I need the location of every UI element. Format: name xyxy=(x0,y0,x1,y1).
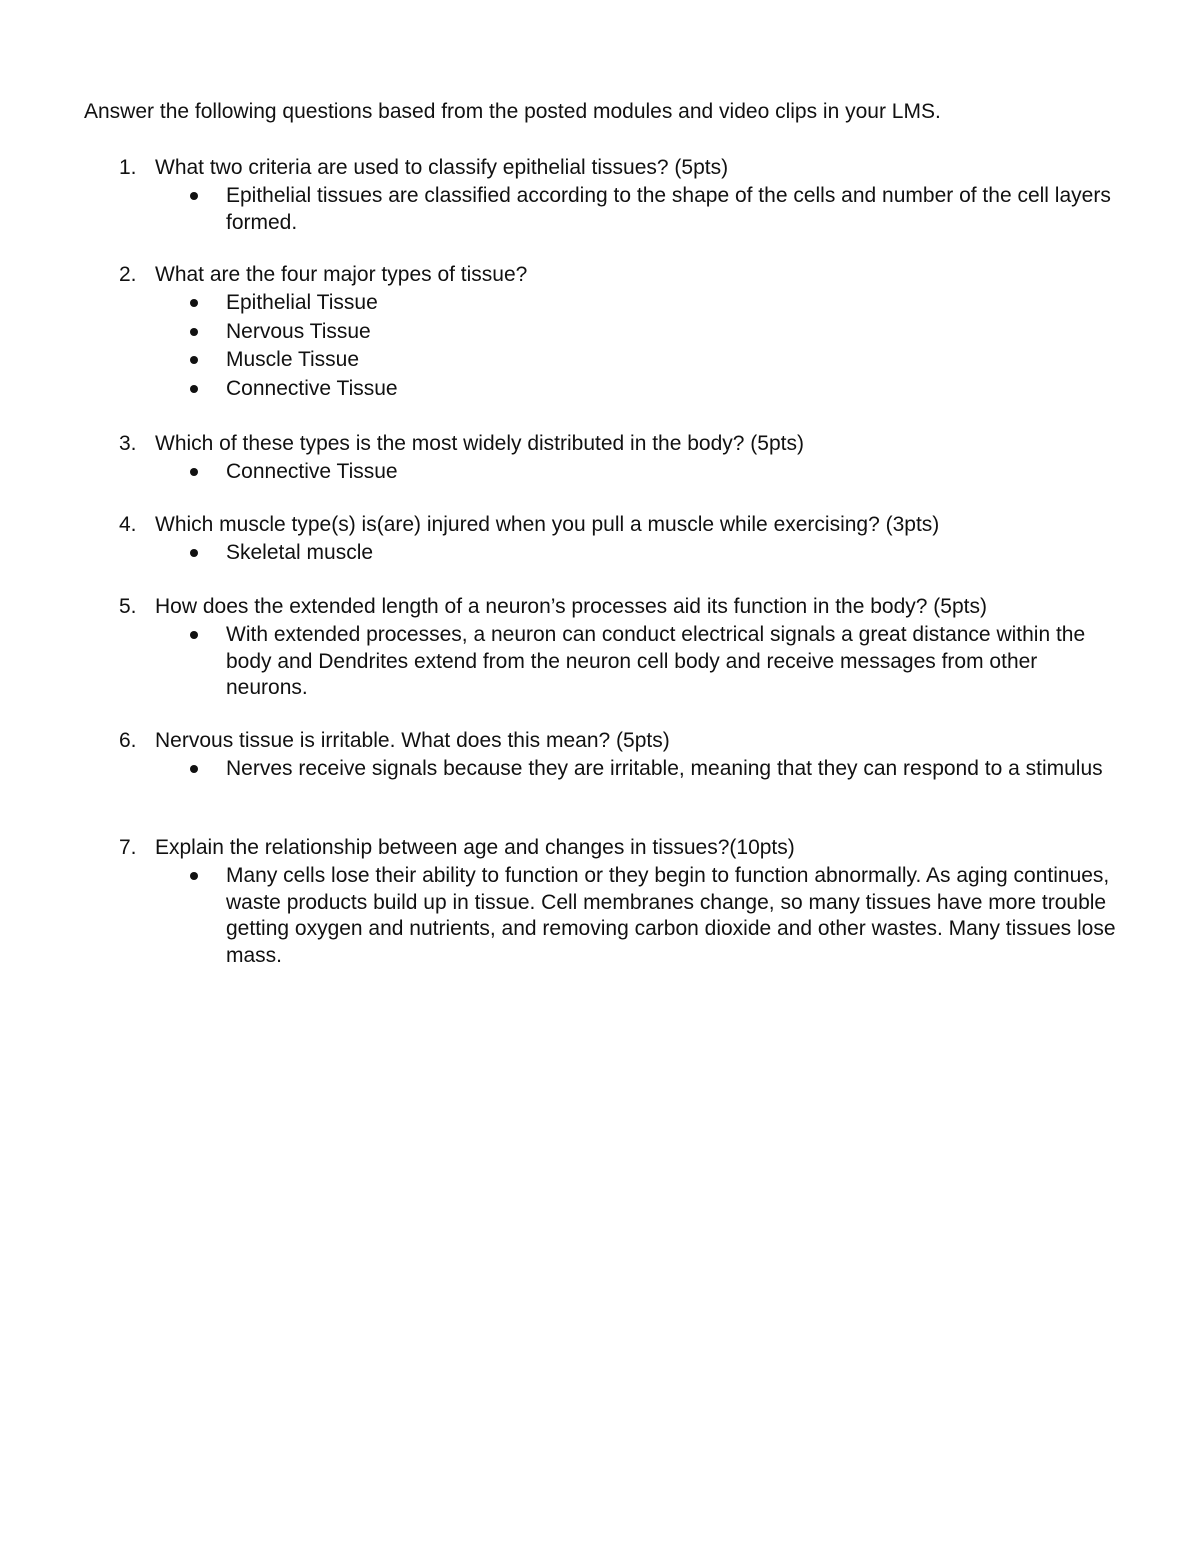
answer-text: Connective Tissue xyxy=(226,376,398,400)
bullet-icon xyxy=(190,468,198,476)
bullet-icon xyxy=(190,385,198,393)
answer-item xyxy=(0,540,1200,567)
answer-item xyxy=(0,290,1200,319)
instructions-text: Answer the following questions based from the posted modules and video clips in your LMS. xyxy=(84,100,941,123)
answer-text: Muscle Tissue xyxy=(226,348,360,371)
answer-item xyxy=(0,347,1200,376)
answer-list xyxy=(0,622,1200,702)
question-text: Which of these types is the most widely distributed in the body? (5pts) xyxy=(155,432,804,455)
bullet-icon xyxy=(190,192,198,200)
question-number: 1. xyxy=(119,156,137,179)
answer-item xyxy=(0,376,1200,405)
answer-list xyxy=(0,183,1200,236)
answer-item xyxy=(0,756,1200,783)
question-number: 4. xyxy=(119,513,137,536)
question-text: What two criteria are used to classify epithelial tissues? (5pts) xyxy=(155,156,729,179)
answer-item xyxy=(0,319,1200,348)
question-text: Which muscle type(s) is(are) injured when you pull a muscle while exercising? (3pts) xyxy=(155,513,940,536)
bullet-icon xyxy=(190,872,198,880)
answer-text: Epithelial Tissue xyxy=(226,291,378,314)
answer-item xyxy=(0,622,1200,702)
bullet-icon xyxy=(190,631,198,639)
question-text: Explain the relationship between age and changes in tissues?(10pts) xyxy=(155,836,795,859)
answer-text: Many cells lose their ability to function or they begin to function abnormally. As aging continues, waste products build up in tissue. Cell membranes change, so many tissues have more trouble getting oxygen and nutrients, and removing carbon dioxide and other wastes. Many tissues lose mass. xyxy=(226,864,1116,967)
question-number: 2. xyxy=(119,263,137,286)
question-number: 3. xyxy=(119,432,137,455)
answer-item xyxy=(0,459,1200,486)
answer-list xyxy=(0,863,1200,969)
bullet-icon xyxy=(190,356,198,364)
bullet-icon xyxy=(190,765,198,773)
answer-text: Nerves receive signals because they are irritable, meaning that they can respond to a stimulus xyxy=(226,757,1103,780)
bullet-icon xyxy=(190,328,198,336)
answer-text: Skeletal muscle xyxy=(226,541,374,564)
answer-text: Connective Tissue xyxy=(226,460,398,483)
answer-list xyxy=(0,290,1200,404)
answer-text: With extended processes, a neuron can conduct electrical signals a great distance within the body and Dendrites extend from the neuron cell body and receive messages from other neurons. xyxy=(226,623,1086,699)
question-number: 5. xyxy=(119,595,137,618)
answer-list xyxy=(0,459,1200,486)
question-text: How does the extended length of a neuron’s processes aid its function in the body? (5pts) xyxy=(155,595,987,618)
answer-list xyxy=(0,756,1200,783)
answer-text: Epithelial tissues are classified according to the shape of the cells and number of the cell layers formed. xyxy=(226,184,1111,234)
answer-text: Nervous Tissue xyxy=(226,319,371,343)
answer-item xyxy=(0,183,1200,236)
question-number: 6. xyxy=(119,729,137,752)
question-number: 7. xyxy=(119,836,137,859)
answer-list xyxy=(0,540,1200,567)
answer-item xyxy=(0,863,1200,969)
bullet-icon xyxy=(190,299,198,307)
bullet-icon xyxy=(190,549,198,557)
question-text: What are the four major types of tissue? xyxy=(155,263,528,286)
question-text: Nervous tissue is irritable. What does this mean? (5pts) xyxy=(155,729,670,752)
